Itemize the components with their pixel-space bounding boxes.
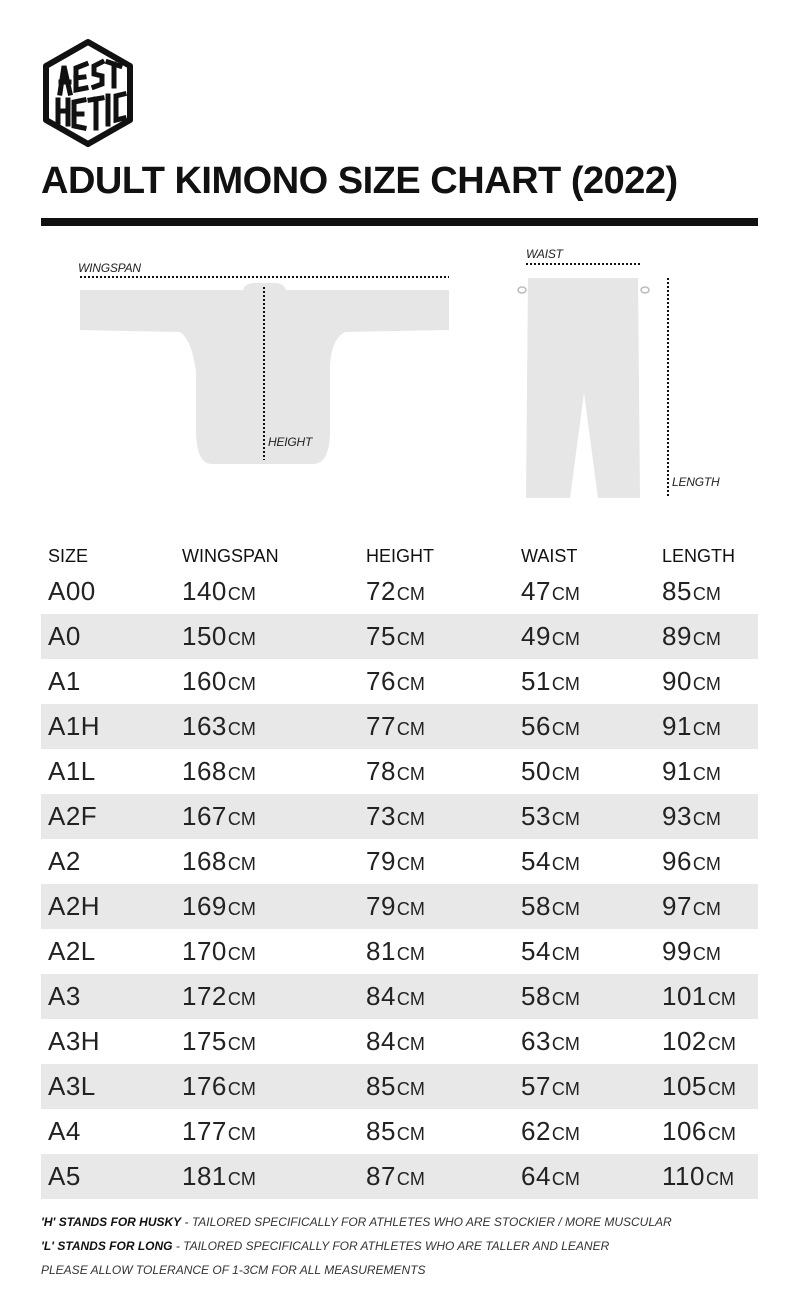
cell-height bbox=[366, 1154, 425, 1199]
length-value: 91 bbox=[662, 756, 692, 786]
height-value: 77 bbox=[366, 711, 396, 741]
unit-label: CM bbox=[227, 898, 256, 919]
size-value: A2H bbox=[48, 891, 101, 921]
waist-value: 58 bbox=[521, 981, 551, 1011]
cell-length bbox=[662, 1019, 736, 1064]
cell-height bbox=[366, 569, 425, 614]
unit-label: CM bbox=[707, 1123, 736, 1144]
wingspan-value: 163 bbox=[182, 711, 227, 741]
waist-value: 47 bbox=[521, 576, 551, 606]
header-length: LENGTH bbox=[662, 545, 736, 566]
unit-label: CM bbox=[551, 1078, 580, 1099]
unit-label: CM bbox=[692, 808, 721, 829]
cell-waist bbox=[521, 839, 580, 884]
cell-wingspan bbox=[182, 1064, 256, 1109]
cell-length bbox=[662, 929, 721, 974]
length-value: 89 bbox=[662, 621, 692, 651]
unit-label: CM bbox=[551, 1123, 580, 1144]
unit-label: CM bbox=[692, 763, 721, 784]
length-value: 105 bbox=[662, 1071, 707, 1101]
cell-waist bbox=[521, 1019, 580, 1064]
size-value: A0 bbox=[48, 621, 81, 651]
height-value: 76 bbox=[366, 666, 396, 696]
unit-label: CM bbox=[396, 673, 425, 694]
waist-value: 62 bbox=[521, 1116, 551, 1146]
cell-wingspan bbox=[182, 794, 256, 839]
cell-wingspan bbox=[182, 569, 256, 614]
note-husky-key: 'H' STANDS FOR HUSKY bbox=[41, 1215, 182, 1229]
wingspan-value: 150 bbox=[182, 621, 227, 651]
height-value: 75 bbox=[366, 621, 396, 651]
cell-size bbox=[48, 1109, 81, 1154]
cell-size bbox=[48, 659, 81, 704]
cell-wingspan bbox=[182, 929, 256, 974]
unit-label: CM bbox=[227, 718, 256, 739]
wingspan-value: 168 bbox=[182, 846, 227, 876]
table-row bbox=[41, 614, 758, 659]
cell-waist bbox=[521, 1064, 580, 1109]
wingspan-value: 172 bbox=[182, 981, 227, 1011]
table-row bbox=[41, 839, 758, 884]
unit-label: CM bbox=[396, 808, 425, 829]
wingspan-value: 177 bbox=[182, 1116, 227, 1146]
unit-label: CM bbox=[227, 943, 256, 964]
unit-label: CM bbox=[396, 628, 425, 649]
cell-height bbox=[366, 749, 425, 794]
table-row bbox=[41, 1064, 758, 1109]
unit-label: CM bbox=[551, 1033, 580, 1054]
cell-length bbox=[662, 749, 721, 794]
cell-length bbox=[662, 614, 721, 659]
cell-size bbox=[48, 569, 96, 614]
cell-wingspan bbox=[182, 704, 256, 749]
note-long-text: - TAILORED SPECIFICALLY FOR ATHLETES WHO ARE TALLER AND LEANER bbox=[172, 1239, 610, 1253]
table-row bbox=[41, 749, 758, 794]
table-row bbox=[41, 884, 758, 929]
height-value: 72 bbox=[366, 576, 396, 606]
length-value: 96 bbox=[662, 846, 692, 876]
unit-label: CM bbox=[692, 943, 721, 964]
unit-label: CM bbox=[692, 718, 721, 739]
cell-size bbox=[48, 884, 100, 929]
cell-wingspan bbox=[182, 614, 256, 659]
length-value: 90 bbox=[662, 666, 692, 696]
unit-label: CM bbox=[396, 583, 425, 604]
cell-waist bbox=[521, 929, 580, 974]
unit-label: CM bbox=[551, 808, 580, 829]
cell-length bbox=[662, 569, 721, 614]
wingspan-value: 170 bbox=[182, 936, 227, 966]
size-value: A2F bbox=[48, 801, 98, 831]
note-long bbox=[41, 1234, 758, 1258]
waist-value: 58 bbox=[521, 891, 551, 921]
cell-wingspan bbox=[182, 974, 256, 1019]
unit-label: CM bbox=[396, 898, 425, 919]
unit-label: CM bbox=[227, 673, 256, 694]
cell-size bbox=[48, 1154, 81, 1199]
unit-label: CM bbox=[551, 718, 580, 739]
unit-label: CM bbox=[551, 1168, 580, 1189]
cell-height bbox=[366, 794, 425, 839]
note-husky bbox=[41, 1210, 758, 1234]
cell-size bbox=[48, 794, 97, 839]
cell-waist bbox=[521, 1109, 580, 1154]
size-value: A4 bbox=[48, 1116, 81, 1146]
unit-label: CM bbox=[692, 628, 721, 649]
unit-label: CM bbox=[551, 583, 580, 604]
height-value: 85 bbox=[366, 1116, 396, 1146]
table-row bbox=[41, 1154, 758, 1199]
height-value: 84 bbox=[366, 1026, 396, 1056]
unit-label: CM bbox=[396, 1078, 425, 1099]
unit-label: CM bbox=[396, 1123, 425, 1144]
wingspan-value: 181 bbox=[182, 1161, 227, 1191]
size-value: A3L bbox=[48, 1071, 96, 1101]
cell-height bbox=[366, 1109, 425, 1154]
size-value: A2 bbox=[48, 846, 81, 876]
wingspan-label: WINGSPAN bbox=[78, 261, 141, 275]
note-husky-text: - TAILORED SPECIFICALLY FOR ATHLETES WHO ARE STOCKIER / MORE MUSCULAR bbox=[181, 1215, 672, 1229]
cell-size bbox=[48, 1064, 96, 1109]
unit-label: CM bbox=[551, 673, 580, 694]
cell-height bbox=[366, 974, 425, 1019]
table-row bbox=[41, 1109, 758, 1154]
unit-label: CM bbox=[396, 1033, 425, 1054]
size-value: A2L bbox=[48, 936, 96, 966]
waist-value: 49 bbox=[521, 621, 551, 651]
cell-wingspan bbox=[182, 1154, 256, 1199]
unit-label: CM bbox=[396, 718, 425, 739]
cell-size bbox=[48, 974, 81, 1019]
footnotes bbox=[41, 1210, 758, 1282]
unit-label: CM bbox=[227, 1123, 256, 1144]
note-tolerance bbox=[41, 1258, 758, 1282]
cell-wingspan bbox=[182, 1109, 256, 1154]
cell-waist bbox=[521, 614, 580, 659]
cell-size bbox=[48, 704, 100, 749]
height-value: 81 bbox=[366, 936, 396, 966]
unit-label: CM bbox=[227, 853, 256, 874]
unit-label: CM bbox=[227, 1078, 256, 1099]
unit-label: CM bbox=[227, 1168, 256, 1189]
header-size: SIZE bbox=[48, 545, 89, 566]
waist-value: 54 bbox=[521, 936, 551, 966]
length-value: 110 bbox=[662, 1161, 705, 1191]
cell-height bbox=[366, 839, 425, 884]
waist-value: 64 bbox=[521, 1161, 551, 1191]
cell-height bbox=[366, 1019, 425, 1064]
cell-wingspan bbox=[182, 884, 256, 929]
cell-length bbox=[662, 974, 736, 1019]
cell-length bbox=[662, 1154, 734, 1199]
cell-waist bbox=[521, 659, 580, 704]
wingspan-value: 167 bbox=[182, 801, 227, 831]
wingspan-value: 160 bbox=[182, 666, 227, 696]
wingspan-value: 140 bbox=[182, 576, 227, 606]
note-tolerance-text: PLEASE ALLOW TOLERANCE OF 1-3CM FOR ALL MEASUREMENTS bbox=[41, 1263, 426, 1277]
height-label: HEIGHT bbox=[268, 435, 313, 449]
cell-wingspan bbox=[182, 1019, 256, 1064]
table-body bbox=[41, 569, 758, 1199]
unit-label: CM bbox=[227, 583, 256, 604]
wingspan-value: 169 bbox=[182, 891, 227, 921]
waist-value: 57 bbox=[521, 1071, 551, 1101]
unit-label: CM bbox=[227, 988, 256, 1009]
cell-wingspan bbox=[182, 749, 256, 794]
brand-logo bbox=[40, 38, 136, 148]
unit-label: CM bbox=[551, 988, 580, 1009]
cell-waist bbox=[521, 749, 580, 794]
header-wingspan: WINGSPAN bbox=[182, 545, 279, 566]
height-value: 85 bbox=[366, 1071, 396, 1101]
measurement-diagram bbox=[0, 240, 800, 520]
size-value: A1L bbox=[48, 756, 96, 786]
unit-label: CM bbox=[227, 763, 256, 784]
table-row bbox=[41, 569, 758, 614]
waist-label: WAIST bbox=[526, 247, 563, 261]
waist-value: 50 bbox=[521, 756, 551, 786]
cell-height bbox=[366, 614, 425, 659]
waist-value: 53 bbox=[521, 801, 551, 831]
wingspan-value: 168 bbox=[182, 756, 227, 786]
cell-wingspan bbox=[182, 839, 256, 884]
size-value: A3H bbox=[48, 1026, 101, 1056]
length-label: LENGTH bbox=[672, 475, 720, 489]
cell-waist bbox=[521, 1154, 580, 1199]
length-value: 101 bbox=[662, 981, 707, 1011]
cell-length bbox=[662, 1064, 736, 1109]
header-height: HEIGHT bbox=[366, 545, 435, 566]
cell-waist bbox=[521, 884, 580, 929]
unit-label: CM bbox=[551, 943, 580, 964]
length-value: 91 bbox=[662, 711, 692, 741]
height-value: 73 bbox=[366, 801, 396, 831]
size-value: A5 bbox=[48, 1161, 81, 1191]
cell-length bbox=[662, 884, 721, 929]
table-row bbox=[41, 704, 758, 749]
cell-size bbox=[48, 839, 81, 884]
cell-height bbox=[366, 929, 425, 974]
title-rule bbox=[41, 218, 758, 226]
cell-size bbox=[48, 1019, 100, 1064]
unit-label: CM bbox=[551, 763, 580, 784]
table-header bbox=[41, 527, 758, 569]
unit-label: CM bbox=[692, 583, 721, 604]
cell-waist bbox=[521, 794, 580, 839]
header-waist: WAIST bbox=[521, 545, 578, 566]
size-value: A00 bbox=[48, 576, 96, 606]
cell-length bbox=[662, 794, 721, 839]
table-row bbox=[41, 659, 758, 704]
cell-length bbox=[662, 1109, 736, 1154]
cell-waist bbox=[521, 569, 580, 614]
unit-label: CM bbox=[705, 1168, 734, 1189]
height-value: 79 bbox=[366, 891, 396, 921]
wingspan-value: 176 bbox=[182, 1071, 227, 1101]
cell-size bbox=[48, 929, 96, 974]
cell-height bbox=[366, 884, 425, 929]
table-row bbox=[41, 1019, 758, 1064]
waist-value: 51 bbox=[521, 666, 551, 696]
table-row bbox=[41, 929, 758, 974]
wingspan-value: 175 bbox=[182, 1026, 227, 1056]
unit-label: CM bbox=[551, 898, 580, 919]
waist-value: 54 bbox=[521, 846, 551, 876]
cell-waist bbox=[521, 974, 580, 1019]
unit-label: CM bbox=[396, 853, 425, 874]
size-value: A1H bbox=[48, 711, 101, 741]
unit-label: CM bbox=[692, 898, 721, 919]
waist-value: 63 bbox=[521, 1026, 551, 1056]
cell-height bbox=[366, 659, 425, 704]
length-value: 102 bbox=[662, 1026, 707, 1056]
cell-length bbox=[662, 839, 721, 884]
waist-value: 56 bbox=[521, 711, 551, 741]
unit-label: CM bbox=[692, 673, 721, 694]
pants-shape bbox=[526, 278, 640, 498]
size-table bbox=[41, 527, 758, 1199]
unit-label: CM bbox=[707, 1033, 736, 1054]
table-row bbox=[41, 974, 758, 1019]
cell-wingspan bbox=[182, 659, 256, 704]
cell-size bbox=[48, 749, 96, 794]
cell-waist bbox=[521, 704, 580, 749]
height-value: 87 bbox=[366, 1161, 396, 1191]
length-value: 99 bbox=[662, 936, 692, 966]
unit-label: CM bbox=[551, 628, 580, 649]
table-row bbox=[41, 794, 758, 839]
unit-label: CM bbox=[396, 763, 425, 784]
cell-length bbox=[662, 704, 721, 749]
size-value: A3 bbox=[48, 981, 81, 1011]
length-value: 85 bbox=[662, 576, 692, 606]
page-title: ADULT KIMONO SIZE CHART (2022) bbox=[41, 160, 678, 202]
unit-label: CM bbox=[227, 1033, 256, 1054]
size-value: A1 bbox=[48, 666, 81, 696]
length-value: 93 bbox=[662, 801, 692, 831]
unit-label: CM bbox=[707, 988, 736, 1009]
unit-label: CM bbox=[707, 1078, 736, 1099]
length-value: 106 bbox=[662, 1116, 707, 1146]
cell-length bbox=[662, 659, 721, 704]
height-value: 84 bbox=[366, 981, 396, 1011]
unit-label: CM bbox=[396, 943, 425, 964]
unit-label: CM bbox=[551, 853, 580, 874]
unit-label: CM bbox=[396, 988, 425, 1009]
cell-height bbox=[366, 1064, 425, 1109]
height-value: 79 bbox=[366, 846, 396, 876]
length-value: 97 bbox=[662, 891, 692, 921]
cell-height bbox=[366, 704, 425, 749]
note-long-key: 'L' STANDS FOR LONG bbox=[41, 1239, 173, 1253]
unit-label: CM bbox=[692, 853, 721, 874]
cell-size bbox=[48, 614, 81, 659]
unit-label: CM bbox=[396, 1168, 425, 1189]
unit-label: CM bbox=[227, 628, 256, 649]
unit-label: CM bbox=[227, 808, 256, 829]
height-value: 78 bbox=[366, 756, 396, 786]
